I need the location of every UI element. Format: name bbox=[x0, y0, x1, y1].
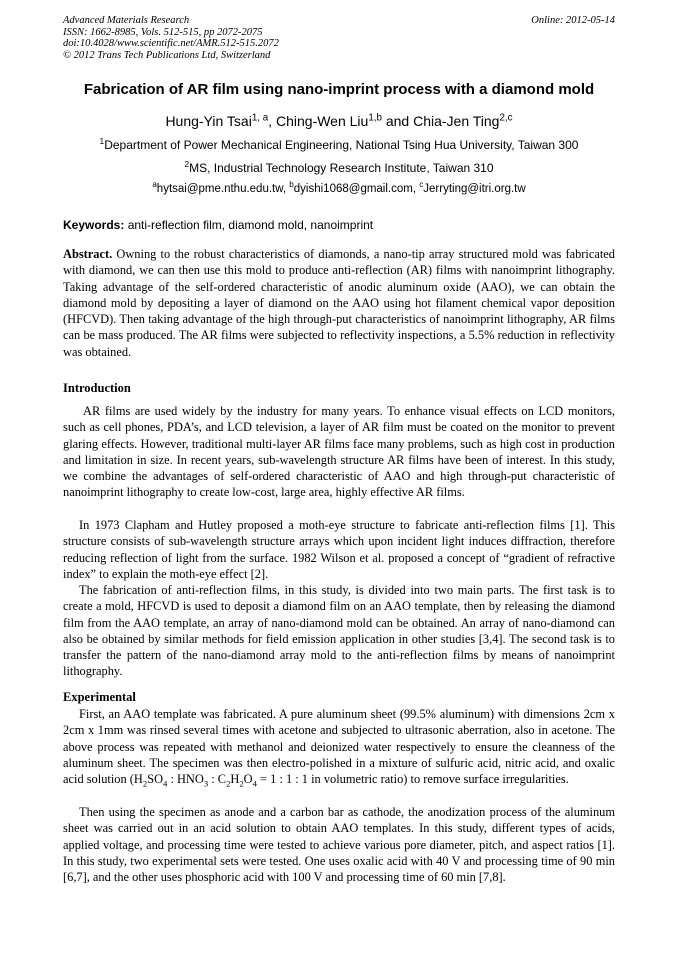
affiliation-sup: 2 bbox=[184, 159, 190, 169]
text-run: First, an AAO template was fabricated. A pure aluminum sheet (99.5% aluminum) with dimensions 2cm x 2cm x 1mm was rinsed several times with acetone and subjected to ultrasonic aberration, also in acetone. The above process was repeated with methanol and deionized water respectively to ensure the cleanness of the aluminum sheet. The specimen was then electro-polished in a mixture of sulfuric acid, nitric acid, and oxalic acid solution (H bbox=[63, 707, 615, 787]
author-list bbox=[0, 113, 678, 129]
experimental-paragraph-2: Then using the specimen as anode and a carbon bar as cathode, the anodization process of the aluminum sheet was carried out in an acid solution to obtain AAO templates. In this study, different types of acids, applied voltage, and processing time were tested to achieve various pore diameter, pitch, and aspect ratios [1]. In this study, two experimental sets were tested. One uses oxalic acid with 40 V and processing time of 90 min [6,7], and the other uses phosphoric acid with 100 V and processing time of 60 min [7,8]. bbox=[63, 805, 615, 885]
author-name: Ching-Wen Liu bbox=[275, 113, 369, 129]
email-sup: b bbox=[289, 180, 294, 190]
abstract bbox=[63, 246, 615, 360]
intro-paragraph-2: In 1973 Clapham and Hutley proposed a moth-eye structure to fabricate anti-reflection films [1]. This structure consists of sub-wavelength structure arrays which upon incident light induces diffraction, therefore reducing reflection of light from the surface. 1982 Wilson et al. proposed a concept of “gradient of refractive index” to explain the moth-eye effect [2]. bbox=[63, 518, 615, 581]
abstract-label: Abstract. bbox=[63, 247, 113, 261]
subscript: 2 bbox=[142, 778, 148, 789]
keywords bbox=[63, 218, 373, 232]
email-sup: a bbox=[152, 180, 157, 190]
author-sup: 2,c bbox=[499, 112, 513, 124]
keywords-text: anti-reflection film, diamond mold, nanoimprint bbox=[124, 218, 374, 232]
text-run: O bbox=[243, 772, 253, 787]
affiliation-2 bbox=[0, 161, 678, 175]
email-sup: c bbox=[419, 180, 424, 190]
subscript: 2 bbox=[226, 778, 231, 789]
text-run: = 1 : 1 : 1 in volumetric ratio) to remove surface irregularities. bbox=[256, 772, 569, 787]
email-link[interactable]: hytsai@pme.nthu.edu.tw, bbox=[156, 183, 290, 195]
affiliation-text: MS, Industrial Technology Research Institute, Taiwan 310 bbox=[189, 161, 494, 175]
author-separator: and bbox=[381, 113, 414, 129]
affiliation-text: Department of Power Mechanical Engineering, National Tsing Hua University, Taiwan 300 bbox=[104, 138, 579, 152]
author-sup: 1,b bbox=[368, 112, 382, 124]
author-name: Chia-Jen Ting bbox=[413, 113, 500, 129]
affiliation-1 bbox=[0, 138, 678, 152]
author-name: Hung-Yin Tsai bbox=[165, 113, 252, 129]
abstract-text: Owning to the robust characteristics of diamonds, a nano-tip array structured mold was fabricated with diamond, we can then use this mold to produce anti-reflection (AR) films with nanoimprint lithography. Taking advantage of the self-ordered characteristic of anodic aluminum oxide (AAO), we can obtain the diamond mold by depositing a layer of diamond on the AAO using hot filament chemical vapor deposition (HFCVD). Then taking advantage of the high through-put characteristics of nanoimprint lithography, AR films can be mass produced. The AR films were subjected to reflectivity inspections, a 5.5% reduction in reflectivity was obtained. bbox=[63, 247, 615, 359]
text-run: SO bbox=[147, 772, 164, 787]
email-link[interactable]: dyishi1068@gmail.com, bbox=[293, 183, 420, 195]
intro-paragraph-3: The fabrication of anti-reflection films, in this study, is divided into two main parts. The first task is to create a mold, HFCVD is used to deposit a diamond film on an AAO template, then by releasing the diamond film from the AAO template, an array of nano-diamond mold can be obtained. An array of nano-diamond can also be obtained by similar methods for field emission application in other studies [3,4]. The second task is to transfer the pattern of the nano-diamond array mold to the anti-reflection films by means of nanoimprint lithography. bbox=[63, 583, 615, 679]
email-link[interactable]: Jerryting@itri.org.tw bbox=[423, 183, 526, 195]
subscript: 4 bbox=[163, 778, 168, 789]
copyright-line: © 2012 Trans Tech Publications Ltd, Switzerland bbox=[63, 49, 271, 61]
experimental-paragraph-1 bbox=[63, 706, 615, 787]
author-emails bbox=[0, 180, 678, 195]
subscript: 3 bbox=[203, 778, 209, 789]
journal-name: Advanced Materials Research bbox=[63, 15, 190, 26]
paper-title: Fabrication of AR film using nano-imprint process with a diamond mold bbox=[83, 81, 595, 98]
text-run: : C bbox=[208, 772, 227, 787]
doi-line: doi:10.4028/www.scientific.net/AMR.512-515.2072 bbox=[63, 38, 279, 49]
author-separator: , bbox=[268, 113, 276, 129]
subscript: 2 bbox=[239, 778, 244, 789]
issn-line: ISSN: 1662-8985, Vols. 512-515, pp 2072-2075 bbox=[63, 26, 263, 38]
subscript: 4 bbox=[252, 778, 257, 789]
intro-paragraph-1: AR films are used widely by the industry for many years. To enhance visual effects on LCD monitors, such as cell phones, PDA’s, and LCD television, a layer of AR film must be coated on the monitor to prevent glaring effects. However, traditional multi-layer AR films face many problems, such as high cost in production and limitation in size. In recent years, sub-wavelength structure AR films have been of interest. In this study, we combine the advantages of self-ordered characteristic of AAO and high through-put characteristic of nanoimprint lithography to create low-cost, large area, highly effective AR films. bbox=[63, 404, 615, 500]
author-sup: 1, a bbox=[251, 112, 269, 124]
affiliation-sup: 1 bbox=[99, 136, 105, 146]
text-run: H bbox=[230, 772, 240, 787]
keywords-label: Keywords: bbox=[63, 218, 125, 232]
running-header bbox=[63, 15, 279, 61]
section-heading-experimental: Experimental bbox=[63, 690, 136, 704]
online-date: Online: 2012-05-14 bbox=[531, 15, 615, 26]
section-heading-introduction: Introduction bbox=[63, 381, 131, 395]
text-run: : HNO bbox=[167, 772, 204, 787]
